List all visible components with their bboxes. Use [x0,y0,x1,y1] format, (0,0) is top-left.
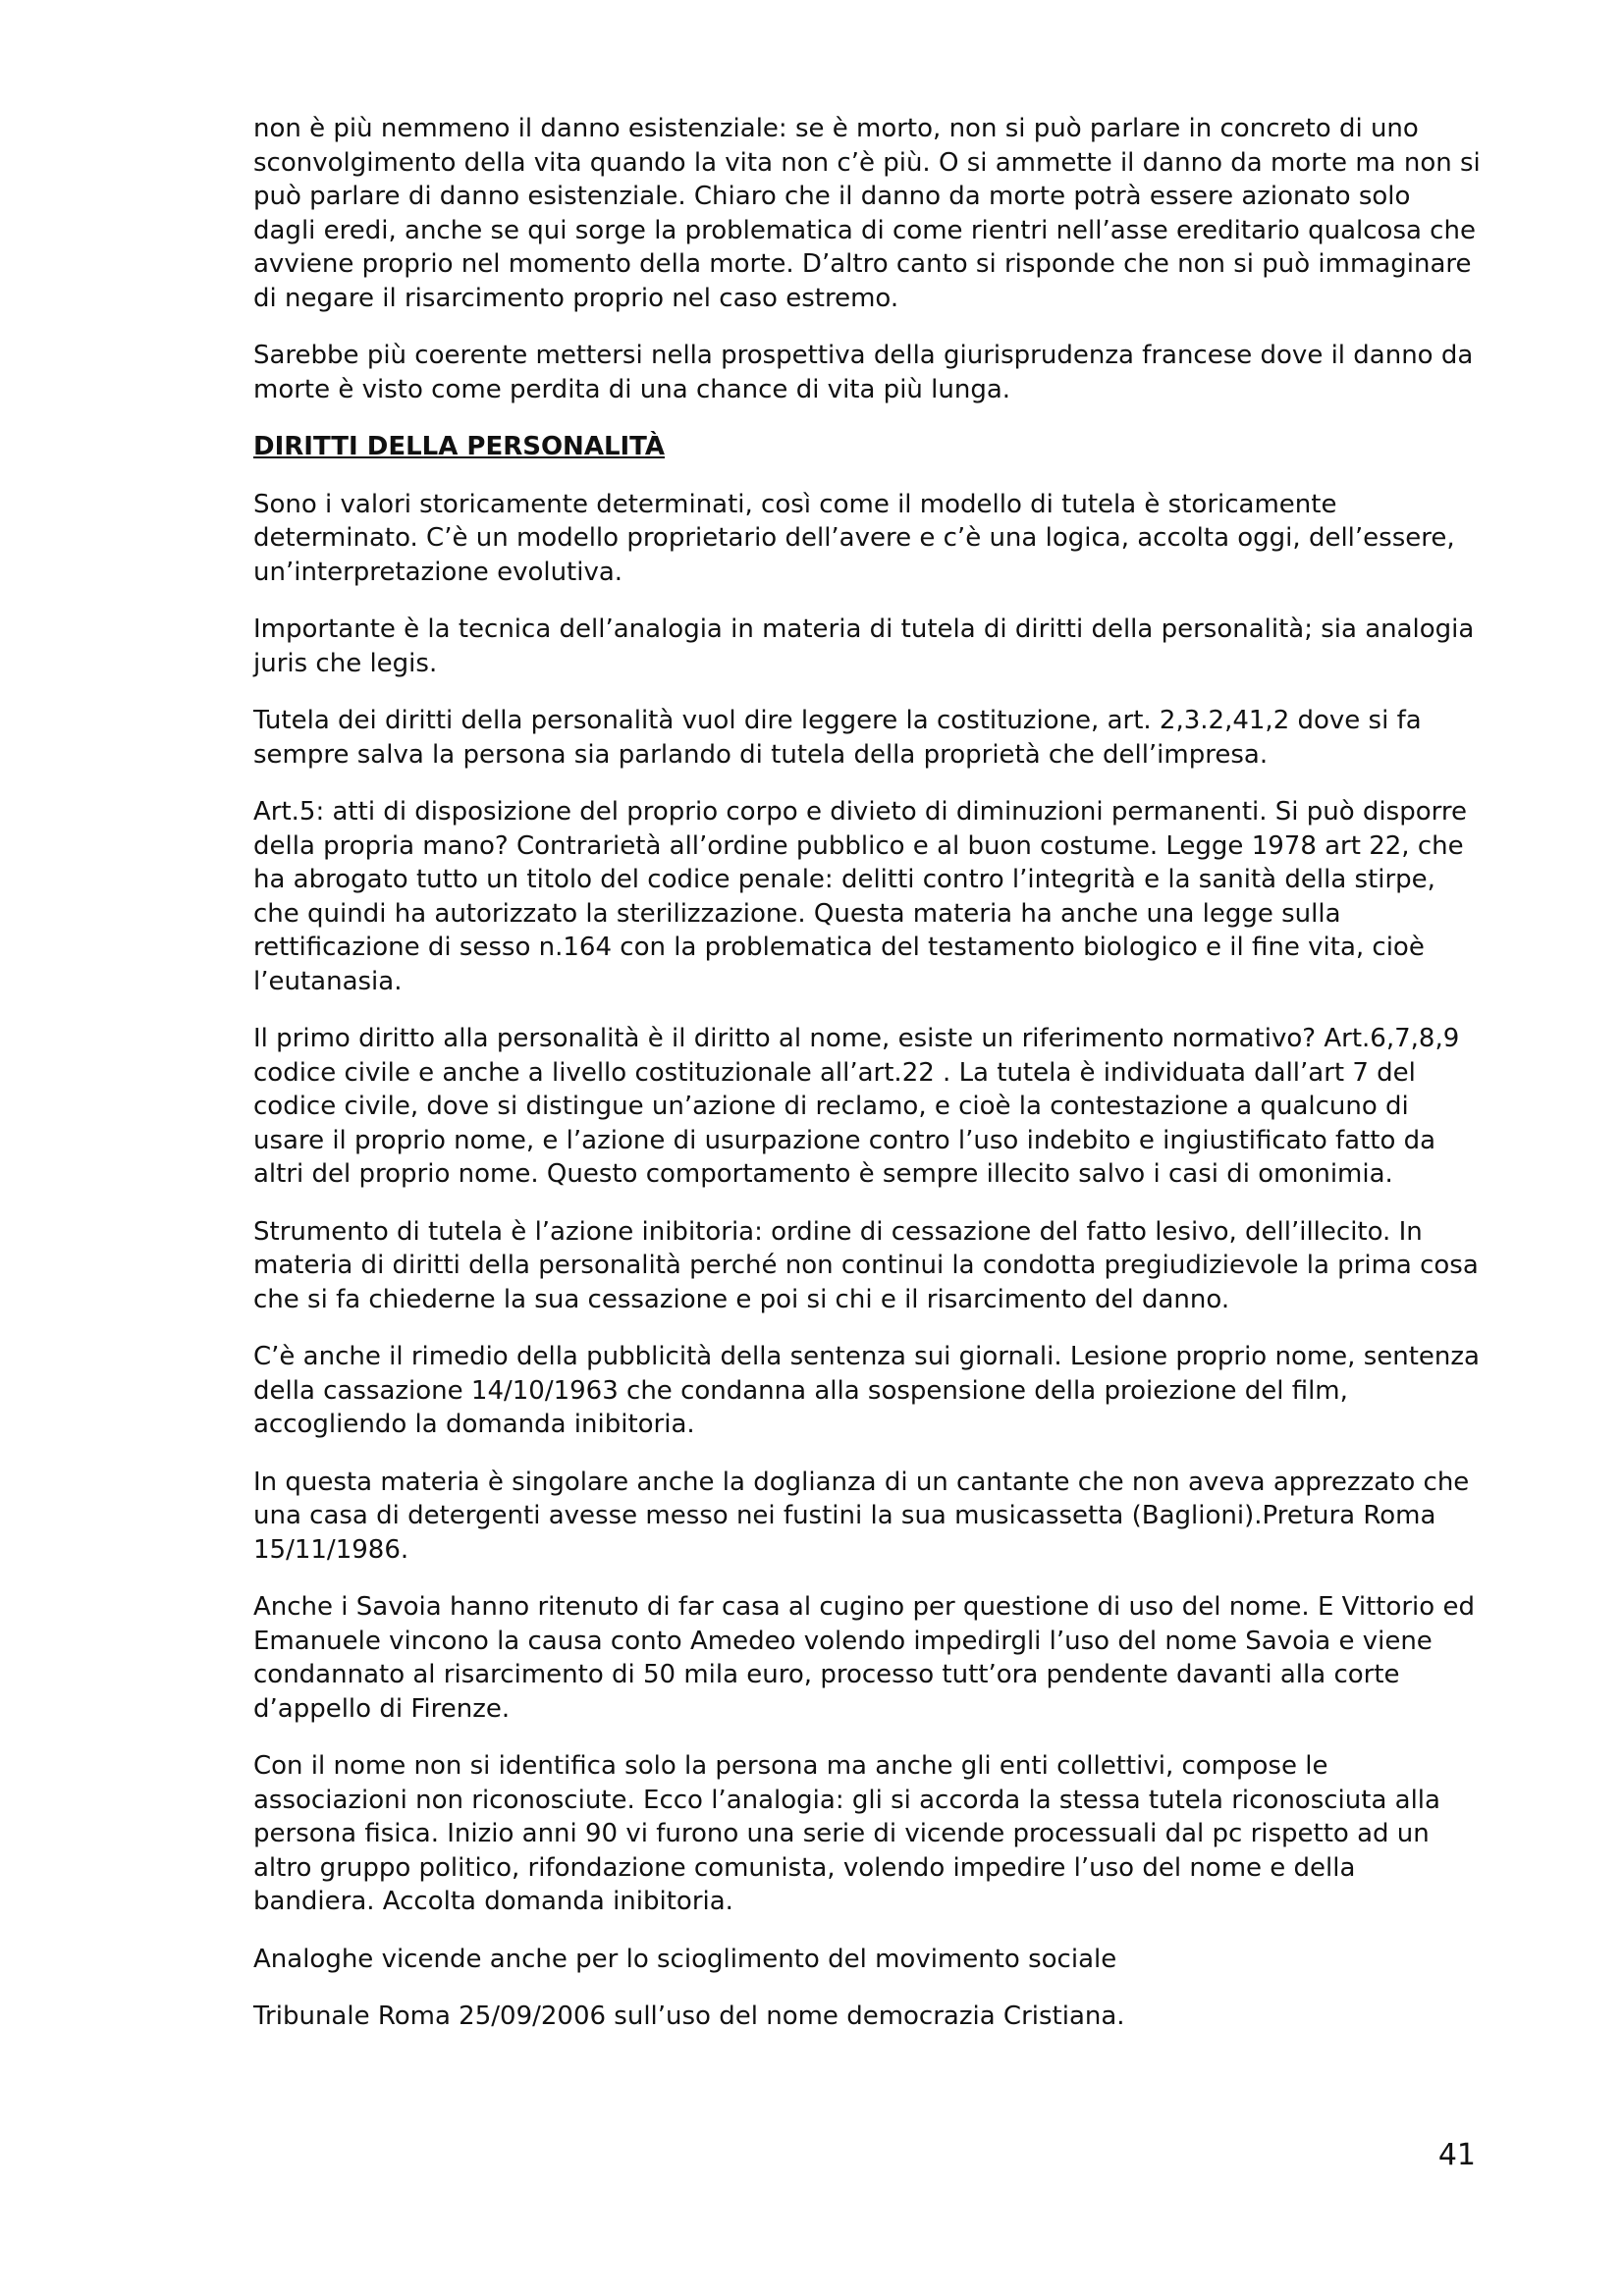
section-heading: DIRITTI DELLA PERSONALITÀ [253,432,666,461]
paragraph: Sarebbe più coerente mettersi nella prospettiva della giurisprudenza francese dove il danno da morte è visto come perdita di una chance di vita più lunga. [253,341,1474,404]
paragraph: Analoghe vicende anche per lo scioglimento del movimento sociale [253,1944,1117,1974]
paragraph: Tutela dei diritti della personalità vuol dire leggere la costituzione, art. 2,3.2,41,2 dove si fa sempre salva la persona sia parlando di tutela della proprietà che dell’impresa. [253,706,1422,770]
document-page [253,112,1481,2057]
paragraph: Tribunale Roma 25/09/2006 sull’uso del nome democrazia Cristiana. [253,2002,1125,2031]
paragraph: non è più nemmeno il danno esistenziale: se è morto, non si può parlare in concreto di uno sconvolgimento della vita quando la vita non c’è più. O si ammette il danno da morte ma non si può parlare di danno esistenziale. Chiaro che il danno da morte potrà essere azionato solo dagli eredi, anche se qui sorge la problematica di come rientri nell’asse ereditario qualcosa che avviene proprio nel momento della morte. D’altro canto si risponde che non si può immaginare di negare il risarcimento proprio nel caso estremo. [253,114,1481,313]
paragraph: Con il nome non si identifica solo la persona ma anche gli enti collettivi, compose le associazioni non riconosciute. Ecco l’analogia: gli si accorda la stessa tutela riconosciuta alla persona fisica. Inizio anni 90 vi furono una serie di vicende processuali dal pc rispetto ad un altro gruppo politico, rifondazione comunista, volendo impedire l’uso del nome e della bandiera. Accolta domanda inibitoria. [253,1751,1440,1916]
paragraph: Strumento di tutela è l’azione inibitoria: ordine di cessazione del fatto lesivo, dell’illecito. In materia di diritti della personalità perché non continui la condotta pregiudizievole la prima cosa che si fa chiederne la sua cessazione e poi si chi e il risarcimento del danno. [253,1216,1479,1314]
paragraph: Importante è la tecnica dell’analogia in materia di tutela di diritti della personalità; sia analogia juris che legis. [253,614,1475,678]
paragraph: Il primo diritto alla personalità è il diritto al nome, esiste un riferimento normativo? Art.6,7,8,9 codice civile e anche a livello costituzionale all’art.22 . La tutela è individuata dall’art 7 del codice civile, dove si distingue un’azione di reclamo, e cioè la contestazione a qualcuno di usare il proprio nome, e l’azione di usurpazione contro l’uso indebito e ingiustificato fatto da altri del proprio nome. Questo comportamento è sempre illecito salvo i casi di omonimia. [253,1024,1460,1189]
paragraph: Art.5: atti di disposizione del proprio corpo e divieto di diminuzioni permanenti. Si può disporre della propria mano? Contrarietà all’ordine pubblico e al buon costume. Legge 1978 art 22, che ha abrogato tutto un titolo del codice penale: delitti contro l’integrità e la sanità della stirpe, che quindi ha autorizzato la sterilizzazione. Questa materia ha anche una legge sulla rettificazione di sesso n.164 con la problematica del testamento biologico e il fine vita, cioè l’eutanasia. [253,797,1467,996]
paragraph: C’è anche il rimedio della pubblicità della sentenza sui giornali. Lesione proprio nome, sentenza della cassazione 14/10/1963 che condanna alla sospensione della proiezione del film, accogliendo la domanda inibitoria. [253,1342,1480,1439]
paragraph: Anche i Savoia hanno ritenuto di far casa al cugino per questione di uso del nome. E Vittorio ed Emanuele vincono la causa conto Amedeo volendo impedirgli l’uso del nome Savoia e viene condannato al risarcimento di 50 mila euro, processo tutt’ora pendente davanti alla corte d’appello di Firenze. [253,1592,1475,1724]
page-number: 41 [1437,2138,1476,2172]
paragraph: In questa materia è singolare anche la doglianza di un cantante che non aveva apprezzato che una casa di detergenti avesse messo nei fustini la sua musicassetta (Baglioni).Pretura Roma 15/11/1986. [253,1467,1470,1565]
paragraph: Sono i valori storicamente determinati, così come il modello di tutela è storicamente determinato. C’è un modello proprietario dell’avere e c’è una logica, accolta oggi, dell’essere, un’interpretazione evolutiva. [253,489,1455,587]
